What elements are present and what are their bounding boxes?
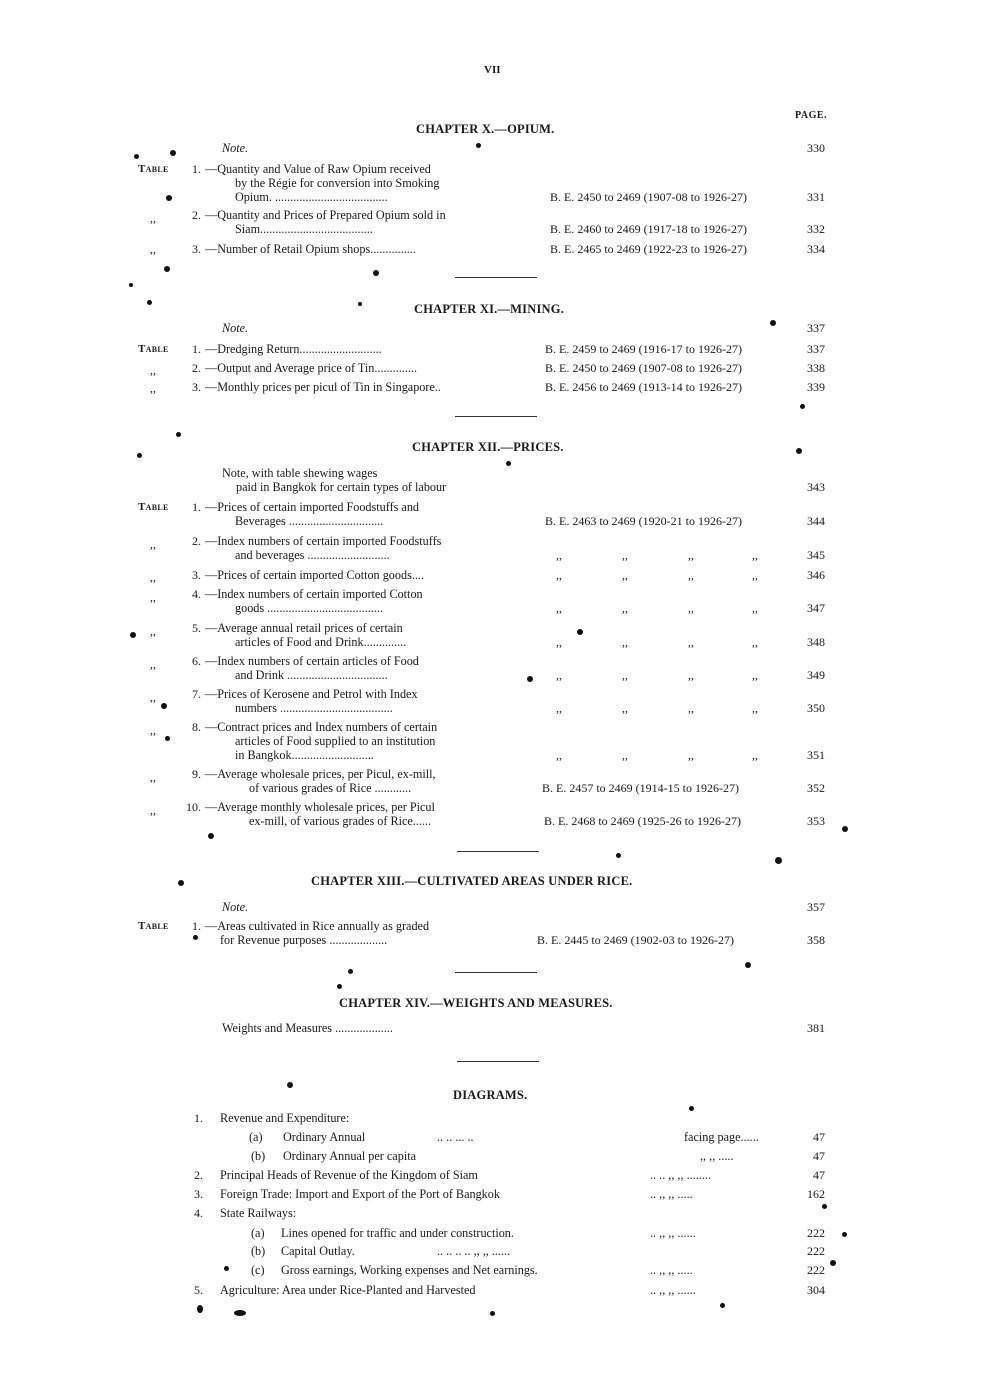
- diagram-title: Ordinary Annual: [283, 1130, 366, 1144]
- scan-speck: [577, 629, 583, 635]
- row-description: —Average monthly wholesale prices, per Picul: [205, 800, 435, 814]
- diagram-page: 47: [813, 1168, 825, 1182]
- row-description: —Dredging Return...........................: [205, 342, 382, 356]
- row-description: articles of Food and Drink..............: [235, 635, 407, 649]
- scan-speck: [178, 880, 184, 886]
- scan-speck: [527, 676, 533, 682]
- chapter-12-note: paid in Bangkok for certain types of labour: [236, 480, 447, 494]
- row-description: for Revenue purposes ...................: [220, 933, 388, 947]
- chapter-14-title: CHAPTER XIV.—WEIGHTS AND MEASURES.: [339, 996, 613, 1010]
- row-description: —Areas cultivated in Rice annually as graded: [205, 919, 430, 933]
- row-page: 331: [807, 190, 825, 204]
- diagram-page: 222: [807, 1244, 825, 1258]
- ditto-mark: ,,: [752, 635, 758, 649]
- row-number: 5.: [192, 621, 201, 635]
- scan-speck: [796, 448, 802, 454]
- diagram-number: 4.: [194, 1206, 203, 1220]
- row-period: B. E. 2465 to 2469 (1922-23 to 1926-27): [550, 242, 747, 256]
- scan-speck: [348, 969, 353, 974]
- diagram-number: 3.: [194, 1187, 203, 1201]
- ditto-mark: ,,: [150, 242, 156, 256]
- ditto-mark: ,,: [688, 635, 694, 649]
- chapter-13-note-page: 357: [807, 900, 825, 914]
- row-description: by the Régie for conversion into Smoking: [235, 176, 440, 190]
- row-number: 3.: [192, 242, 201, 256]
- scan-speck: [476, 143, 481, 148]
- section-divider: [455, 972, 537, 973]
- scan-speck: [287, 1082, 293, 1088]
- row-period: B. E. 2459 to 2469 (1916-17 to 1926-27): [545, 342, 742, 356]
- row-period: B. E. 2468 to 2469 (1925-26 to 1926-27): [544, 814, 741, 828]
- row-description: —Contract prices and Index numbers of certain: [205, 720, 438, 734]
- chapter-10-title: CHAPTER X.—OPIUM.: [416, 122, 555, 136]
- row-description: —Prices of certain imported Foodstuffs and: [205, 500, 420, 514]
- scan-speck: [337, 984, 342, 989]
- ditto-mark: ,,: [752, 548, 758, 562]
- row-description: —Monthly prices per picul of Tin in Singapore..: [205, 380, 441, 394]
- scan-speck: [358, 302, 362, 306]
- row-description: —Quantity and Value of Raw Opium received: [205, 162, 431, 176]
- row-description: —Output and Average price of Tin..............: [205, 361, 418, 375]
- ditto-mark: ,,: [150, 770, 156, 784]
- ditto-mark: ,,: [622, 748, 628, 762]
- leader-dots: .. ,, ,, ......: [650, 1226, 696, 1240]
- ditto-mark: ,,: [150, 690, 156, 704]
- row-description: goods ......................................: [235, 601, 383, 615]
- ditto-mark: ,,: [752, 601, 758, 615]
- ditto-mark: ,,: [150, 211, 156, 225]
- scan-speck: [130, 632, 136, 638]
- row-page: 358: [807, 933, 825, 947]
- ditto-mark: ,,: [150, 381, 156, 395]
- diagram-page: 222: [807, 1263, 825, 1277]
- ditto-mark: ,,: [688, 568, 694, 582]
- row-description: and Drink .................................: [235, 668, 388, 682]
- scan-speck: [170, 150, 176, 156]
- ditto-mark: ,,: [150, 537, 156, 551]
- scan-speck: [129, 283, 133, 287]
- ditto-mark: ,,: [688, 701, 694, 715]
- row-number: 1.: [192, 342, 201, 356]
- row-page: 351: [807, 748, 825, 762]
- row-page: 334: [807, 242, 825, 256]
- row-page: 345: [807, 548, 825, 562]
- scan-speck: [373, 270, 379, 276]
- row-description: —Prices of Kerosene and Petrol with Index: [205, 687, 418, 701]
- scan-speck: [842, 826, 848, 832]
- chapter-12-note: Note, with table shewing wages: [222, 466, 378, 480]
- weights-and-measures-page: 381: [807, 1021, 825, 1035]
- scan-speck: [745, 962, 751, 968]
- row-description: —Index numbers of certain imported Foodstuffs: [205, 534, 442, 548]
- leader-dots: .. ,, ,, .....: [650, 1187, 693, 1201]
- chapter-10-note-page: 330: [807, 141, 825, 155]
- chapter-12-title: CHAPTER XII.—PRICES.: [412, 440, 564, 454]
- ditto-mark: ,,: [150, 363, 156, 377]
- ditto-mark: ,,: [150, 570, 156, 584]
- scan-speck: [506, 461, 511, 466]
- leader-dots: .. ,, ,, ......: [650, 1283, 696, 1297]
- ditto-mark: ,,: [622, 668, 628, 682]
- row-period: B. E. 2445 to 2469 (1902-03 to 1926-27): [537, 933, 734, 947]
- row-page: 338: [807, 361, 825, 375]
- diagram-title: Agriculture: Area under Rice-Planted and Harvested: [220, 1283, 476, 1297]
- ditto-mark: ,,: [622, 568, 628, 582]
- scan-speck: [147, 300, 152, 305]
- scan-speck: [775, 857, 782, 864]
- scan-speck: [166, 195, 172, 201]
- ditto-mark: ,,: [622, 548, 628, 562]
- row-page: 353: [807, 814, 825, 828]
- diagram-title: Lines opened for traffic and under construction.: [281, 1226, 514, 1240]
- chapter-10-note: Note.: [222, 141, 249, 155]
- ditto-mark: ,,: [150, 590, 156, 604]
- ditto-mark: ,,: [150, 723, 156, 737]
- row-description: and beverages ...........................: [235, 548, 390, 562]
- scan-speck: [616, 853, 621, 858]
- diagram-number: 1.: [194, 1111, 203, 1125]
- page-number: VII: [484, 64, 501, 76]
- row-description: —Index numbers of certain articles of Food: [205, 654, 419, 668]
- diagram-title: Revenue and Expenditure:: [220, 1111, 350, 1125]
- row-period: B. E. 2463 to 2469 (1920-21 to 1926-27): [545, 514, 742, 528]
- row-description: in Bangkok...........................: [235, 748, 374, 762]
- ditto-mark: ,,: [556, 601, 562, 615]
- scan-speck: [720, 1303, 725, 1308]
- row-description: —Prices of certain imported Cotton goods....: [205, 568, 425, 582]
- chapter-11-title: CHAPTER XI.—MINING.: [414, 302, 564, 316]
- ditto-mark: ,,: [556, 548, 562, 562]
- row-number: 3.: [192, 568, 201, 582]
- row-description: —Number of Retail Opium shops...............: [205, 242, 416, 256]
- table-label: Table: [138, 501, 169, 513]
- row-description: Opium. .....................................: [235, 190, 388, 204]
- scan-speck: [208, 833, 214, 839]
- row-description: —Average annual retail prices of certain: [205, 621, 403, 635]
- ditto-mark: ,,: [150, 657, 156, 671]
- ditto-mark: ,,: [752, 701, 758, 715]
- row-period: B. E. 2457 to 2469 (1914-15 to 1926-27): [542, 781, 739, 795]
- row-page: 350: [807, 701, 825, 715]
- scan-speck: [490, 1311, 495, 1316]
- section-divider: [457, 851, 539, 852]
- scan-speck: [134, 154, 139, 159]
- row-period: B. E. 2450 to 2469 (1907-08 to 1926-27): [545, 361, 742, 375]
- row-description: Siam.....................................: [235, 222, 373, 236]
- diagram-page: 162: [807, 1187, 825, 1201]
- scan-speck: [800, 404, 805, 409]
- row-number: 2.: [192, 361, 201, 375]
- page-column-label: PAGE.: [795, 110, 828, 121]
- row-description: —Quantity and Prices of Prepared Opium sold in: [205, 208, 446, 222]
- diagram-title: Foreign Trade: Import and Export of the Port of Bangkok: [220, 1187, 500, 1201]
- row-number: 4.: [192, 587, 201, 601]
- leader-dots: .. .. ... ..: [437, 1130, 474, 1144]
- row-period: B. E. 2450 to 2469 (1907-08 to 1926-27): [550, 190, 747, 204]
- ditto-mark: ,,: [622, 701, 628, 715]
- row-page: 344: [807, 514, 825, 528]
- table-label: Table: [138, 163, 169, 175]
- scan-speck: [161, 703, 167, 709]
- row-number: 8.: [192, 720, 201, 734]
- row-page: 339: [807, 380, 825, 394]
- ditto-mark: ,,: [556, 635, 562, 649]
- row-number: 7.: [192, 687, 201, 701]
- chapter-12-note-page: 343: [807, 480, 825, 494]
- ditto-mark: ,,: [556, 748, 562, 762]
- diagram-number: 5.: [194, 1283, 203, 1297]
- diagram-sub-label: (a): [251, 1226, 265, 1240]
- row-description: numbers .....................................: [235, 701, 393, 715]
- diagram-title: Ordinary Annual per capita: [283, 1149, 416, 1163]
- scan-speck: [164, 266, 170, 272]
- ditto-mark: ,,: [622, 601, 628, 615]
- ditto-mark: ,,: [150, 624, 156, 638]
- row-number: 1.: [192, 162, 201, 176]
- diagram-title: Principal Heads of Revenue of the Kingdom of Siam: [220, 1168, 478, 1182]
- row-page: 348: [807, 635, 825, 649]
- ditto-mark: ,,: [688, 548, 694, 562]
- row-number: 9.: [192, 767, 201, 781]
- diagram-sub-label: (b): [251, 1149, 266, 1163]
- diagram-sub-label: (b): [251, 1244, 266, 1258]
- scan-speck: [224, 1266, 229, 1271]
- row-number: 2.: [192, 208, 201, 222]
- leader-dots: ,, ,, .....: [700, 1149, 734, 1163]
- leader-dots: .. ,, ,, .....: [650, 1263, 693, 1277]
- diagram-sub-label: (a): [249, 1130, 263, 1144]
- leader-dots: .. .. ,, ,, ........: [650, 1168, 711, 1182]
- ditto-mark: ,,: [622, 635, 628, 649]
- row-description: articles of Food supplied to an institution: [235, 734, 436, 748]
- section-divider: [455, 416, 537, 417]
- row-page: 346: [807, 568, 825, 582]
- row-period: B. E. 2460 to 2469 (1917-18 to 1926-27): [550, 222, 747, 236]
- scan-speck: [842, 1232, 847, 1237]
- row-page: 349: [807, 668, 825, 682]
- row-number: 2.: [192, 534, 201, 548]
- row-number: 1.: [192, 919, 201, 933]
- diagram-title: Gross earnings, Working expenses and Net earnings.: [281, 1263, 538, 1277]
- row-number: 6.: [192, 654, 201, 668]
- ditto-mark: ,,: [688, 748, 694, 762]
- table-label: Table: [138, 920, 169, 932]
- scan-speck: [770, 320, 776, 326]
- ditto-mark: ,,: [688, 601, 694, 615]
- row-description: Beverages ...............................: [235, 514, 384, 528]
- leader-dots: .. .. .. .. ,, ,, ......: [437, 1244, 511, 1258]
- diagrams-title: DIAGRAMS.: [453, 1088, 528, 1102]
- row-description: of various grades of Rice ............: [249, 781, 412, 795]
- row-number: 3.: [192, 380, 201, 394]
- row-description: ex-mill, of various grades of Rice......: [249, 814, 432, 828]
- diagram-title: State Railways:: [220, 1206, 297, 1220]
- row-description: —Index numbers of certain imported Cotton: [205, 587, 423, 601]
- diagram-sub-label: (c): [251, 1263, 265, 1277]
- scan-speck: [165, 736, 170, 741]
- row-description: —Average wholesale prices, per Picul, ex-mill,: [205, 767, 436, 781]
- ditto-mark: ,,: [556, 568, 562, 582]
- chapter-13-title: CHAPTER XIII.—CULTIVATED AREAS UNDER RICE.: [311, 874, 633, 888]
- diagram-number: 2.: [194, 1168, 203, 1182]
- scan-speck: [137, 453, 142, 458]
- row-page: 332: [807, 222, 825, 236]
- row-page: 347: [807, 601, 825, 615]
- row-period: B. E. 2456 to 2469 (1913-14 to 1926-27): [545, 380, 742, 394]
- scan-speck: [830, 1260, 836, 1266]
- diagram-page: 304: [807, 1283, 825, 1297]
- scan-speck: [176, 432, 181, 437]
- ditto-mark: ,,: [150, 803, 156, 817]
- section-divider: [457, 1061, 539, 1062]
- ditto-mark: ,,: [752, 568, 758, 582]
- chapter-13-note: Note.: [222, 900, 249, 914]
- row-number: 1.: [192, 500, 201, 514]
- facing-page-label: facing page......: [684, 1130, 759, 1144]
- ditto-mark: ,,: [688, 668, 694, 682]
- scan-speck: [822, 1204, 827, 1209]
- chapter-11-note: Note.: [222, 321, 249, 335]
- scan-speck: [197, 1305, 203, 1313]
- diagram-page: 47: [813, 1149, 825, 1163]
- ditto-mark: ,,: [556, 701, 562, 715]
- section-divider: [455, 277, 537, 278]
- row-page: 337: [807, 342, 825, 356]
- row-number: 10.: [186, 800, 201, 814]
- diagram-page: 222: [807, 1226, 825, 1240]
- row-page: 352: [807, 781, 825, 795]
- ditto-mark: ,,: [752, 668, 758, 682]
- scan-speck: [193, 935, 198, 940]
- ditto-mark: ,,: [556, 668, 562, 682]
- weights-and-measures-entry: Weights and Measures ...................: [222, 1021, 393, 1035]
- table-label: Table: [138, 343, 169, 355]
- diagram-title: Capital Outlay.: [281, 1244, 355, 1258]
- scan-speck: [689, 1106, 694, 1111]
- scan-speck: [234, 1310, 246, 1316]
- chapter-11-note-page: 337: [807, 321, 825, 335]
- diagram-page: 47: [813, 1130, 825, 1144]
- ditto-mark: ,,: [752, 748, 758, 762]
